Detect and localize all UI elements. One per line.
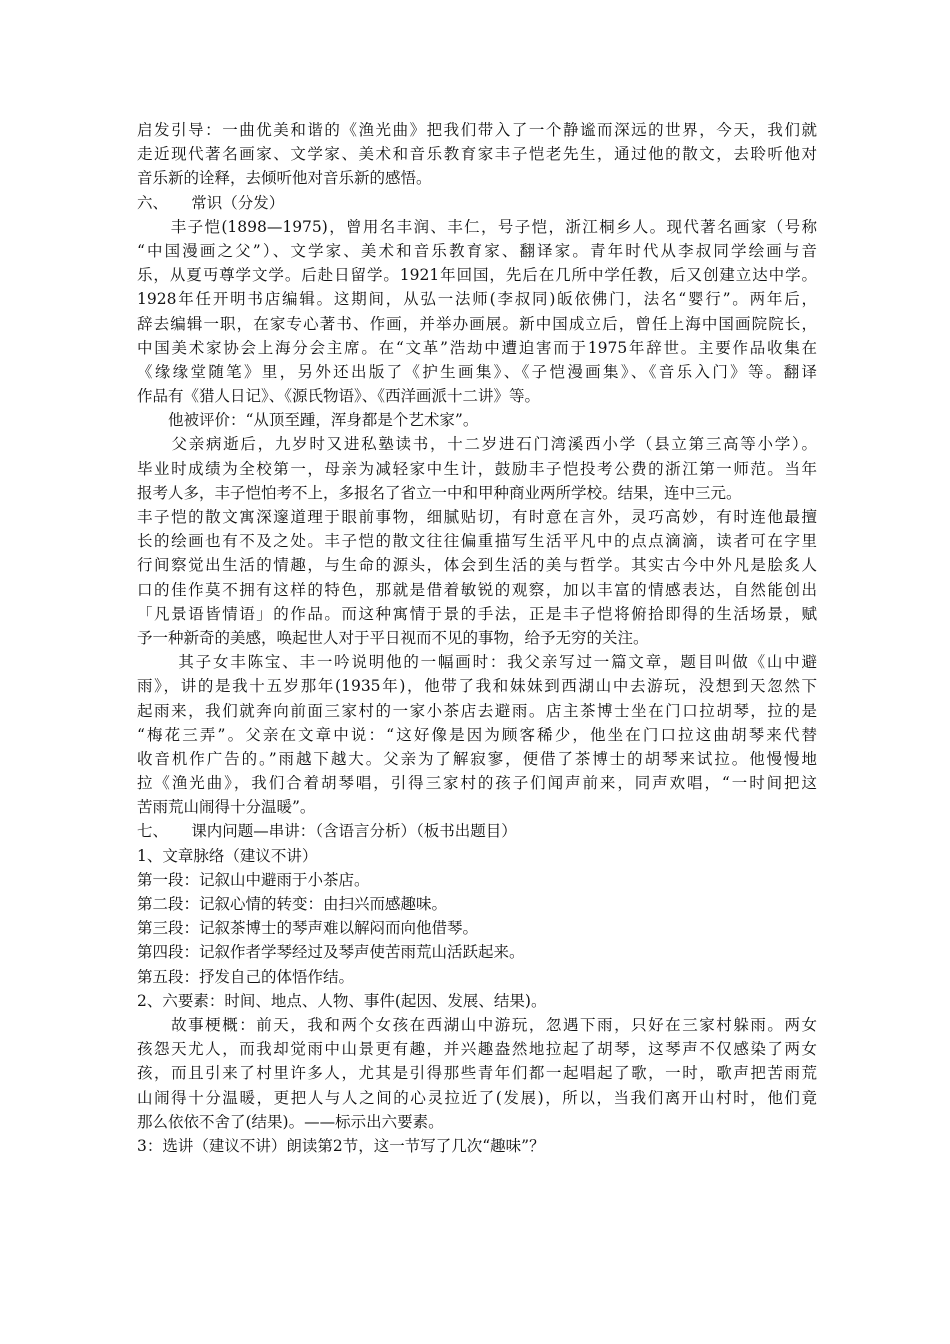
text-line: 第四段：记叙作者学琴经过及琴声使苦雨荒山活跃起来。 xyxy=(137,943,525,962)
text-line: 行间察觉出生活的情趣，与生命的源头，体会到生活的美与哲学。其实古今中外凡是脍炙人 xyxy=(137,556,817,575)
text-line: 启发引导：一曲优美和谐的《渔光曲》把我们带入了一个静谧而深远的世界，今天，我们就 xyxy=(137,121,817,139)
text-line: 山闹得十分温暖，更把人与人之间的心灵拉近了(发展)，所以，当我们离开山村时，他们竟 xyxy=(137,1088,817,1107)
text-line: 父亲病逝后，九岁时又进私塾读书，十二岁进石门湾溪西小学（县立第三高等小学）。 xyxy=(137,435,817,454)
text-line: 丰子恺的散文寓深邃道理于眼前事物，细腻贴切，有时意在言外，灵巧高妙，有时连他最擅 xyxy=(137,508,817,526)
text-line: 孩怨天尤人，而我却觉雨中山景更有趣，并兴趣盎然地拉起了胡琴，这琴声不仅感染了两女 xyxy=(137,1040,817,1059)
text-line: 中国美术家协会上海分会主席。在“文革”浩劫中遭迫害而于1975年辞世。主要作品收集在 xyxy=(137,338,817,357)
text-line: 毕业时成绩为全校第一，母亲为减轻家中生计，鼓励丰子恺投考公费的浙江第一师范。当年 xyxy=(137,459,817,478)
text-line: 长的绘画也有不及之处。丰子恺的散文往往偏重描写生活平凡中的点点滴滴，读者可在字里 xyxy=(137,532,817,551)
text-line: 2、六要素：时间、地点、人物、事件(起因、发展、结果)。 xyxy=(137,991,547,1010)
text-line: 1928年任开明书店编辑。这期间，从弘一法师(李叔同)皈依佛门，法名“婴行”。两年后， xyxy=(137,290,817,309)
text-line: 《缘缘堂随笔》里，另外还出版了《护生画集》、《子恺漫画集》、《音乐入门》等。翻译 xyxy=(137,362,817,381)
text-line: 音乐新的诠释，去倾听他对音乐新的感悟。 xyxy=(137,169,432,188)
text-line: 第一段：记叙山中避雨于小茶店。 xyxy=(137,870,370,889)
text-line: 苦雨荒山闹得十分温暖”。 xyxy=(137,798,316,817)
text-line: 予一种新奇的美感，唤起世人对于平日视而不见的事物，给予无穷的关注。 xyxy=(137,628,649,647)
text-line: 第二段：记叙心情的转变：由扫兴而感趣味。 xyxy=(137,895,448,913)
text-line: “梅花三弄”。父亲在文章中说：“这好像是因为顾客稀少，他坐在门口拉这曲胡琴来代替 xyxy=(137,725,817,744)
text-line: 起雨来，我们就奔向前面三家村的一家小茶店去避雨。店主茶博士坐在门口拉胡琴，拉的是 xyxy=(137,701,817,720)
text-line: 第五段：抒发自己的体悟作结。 xyxy=(137,967,355,986)
text-line: 七、 课内问题—串讲：（含语言分析）（板书出题目） xyxy=(137,822,517,841)
text-line: 「凡景语皆情语」的作品。而这种寓情于景的手法，正是丰子恺将俯拾即得的生活场景，赋 xyxy=(137,604,817,623)
text-line: 其子女丰陈宝、丰一吟说明他的一幅画时：我父亲写过一篇文章，题目叫做《山中避 xyxy=(137,653,817,672)
text-line: “中国漫画之父”）、文学家、美术和音乐教育家、翻译家。青年时代从李叔同学绘画与音 xyxy=(137,241,817,260)
text-line: 六、 常识（分发） xyxy=(137,193,285,212)
text-line: 丰子恺(1898—1975)，曾用名丰润、丰仁，号子恺，浙江桐乡人。现代著名画家（号称 xyxy=(137,217,817,236)
text-line: 报考人多，丰子恺怕考不上，多报名了省立一中和甲种商业两所学校。结果，连中三元。 xyxy=(137,483,742,502)
text-line: 他被评价：“从顶至踵，浑身都是个艺术家”。 xyxy=(137,411,479,430)
text-line: 孩，而且引来了村里许多人，尤其是引得那些青年们都一起唱起了歌，一时，歌声把苦雨荒 xyxy=(137,1064,817,1083)
text-line: 走近现代著名画家、文学家、美术和音乐教育家丰子恺老先生，通过他的散文，去聆听他对 xyxy=(137,145,817,164)
text-line: 雨》，讲的是我十五岁那年(1935年)，他带了我和妹妹到西湖山中去游玩，没想到天忽然下 xyxy=(137,677,817,696)
text-line: 故事梗概：前天，我和两个女孩在西湖山中游玩，忽遇下雨，只好在三家村躲雨。两女 xyxy=(137,1015,817,1034)
text-line: 第三段：记叙茶博士的琴声难以解闷而向他借琴。 xyxy=(137,919,479,938)
text-line: 1、文章脉络（建议不讲） xyxy=(137,846,318,865)
document-body xyxy=(137,118,817,1158)
text-line: 拉《渔光曲》，我们合着胡琴唱，引得三家村的孩子们闻声前来，同声欢唱，“一时间把这 xyxy=(137,774,817,793)
text-line: 3：选讲（建议不讲）朗读第2节，这一节写了几次“趣味”？ xyxy=(137,1136,545,1155)
text-line: 辞去编辑一职，在家专心著书、作画，并举办画展。新中国成立后，曾任上海中国画院院长， xyxy=(137,314,817,333)
text-line: 那么依依不舍了(结果)。——标示出六要素。 xyxy=(137,1112,444,1131)
text-line: 口的佳作莫不拥有这样的特色，那就是借着敏锐的观察，加以丰富的情感表达，自然能创出 xyxy=(137,580,817,599)
text-line: 乐，从夏丏尊学文学。后赴日留学。1921年回国，先后在几所中学任教，后又创建立达中学。 xyxy=(137,266,817,285)
text-line: 收音机作广告的。”雨越下越大。父亲为了解寂寥，便借了茶博士的胡琴来试拉。他慢慢地 xyxy=(137,749,817,768)
text-line: 作品有《猎人日记》、《源氏物语》、《西洋画派十二讲》等。 xyxy=(137,387,541,406)
